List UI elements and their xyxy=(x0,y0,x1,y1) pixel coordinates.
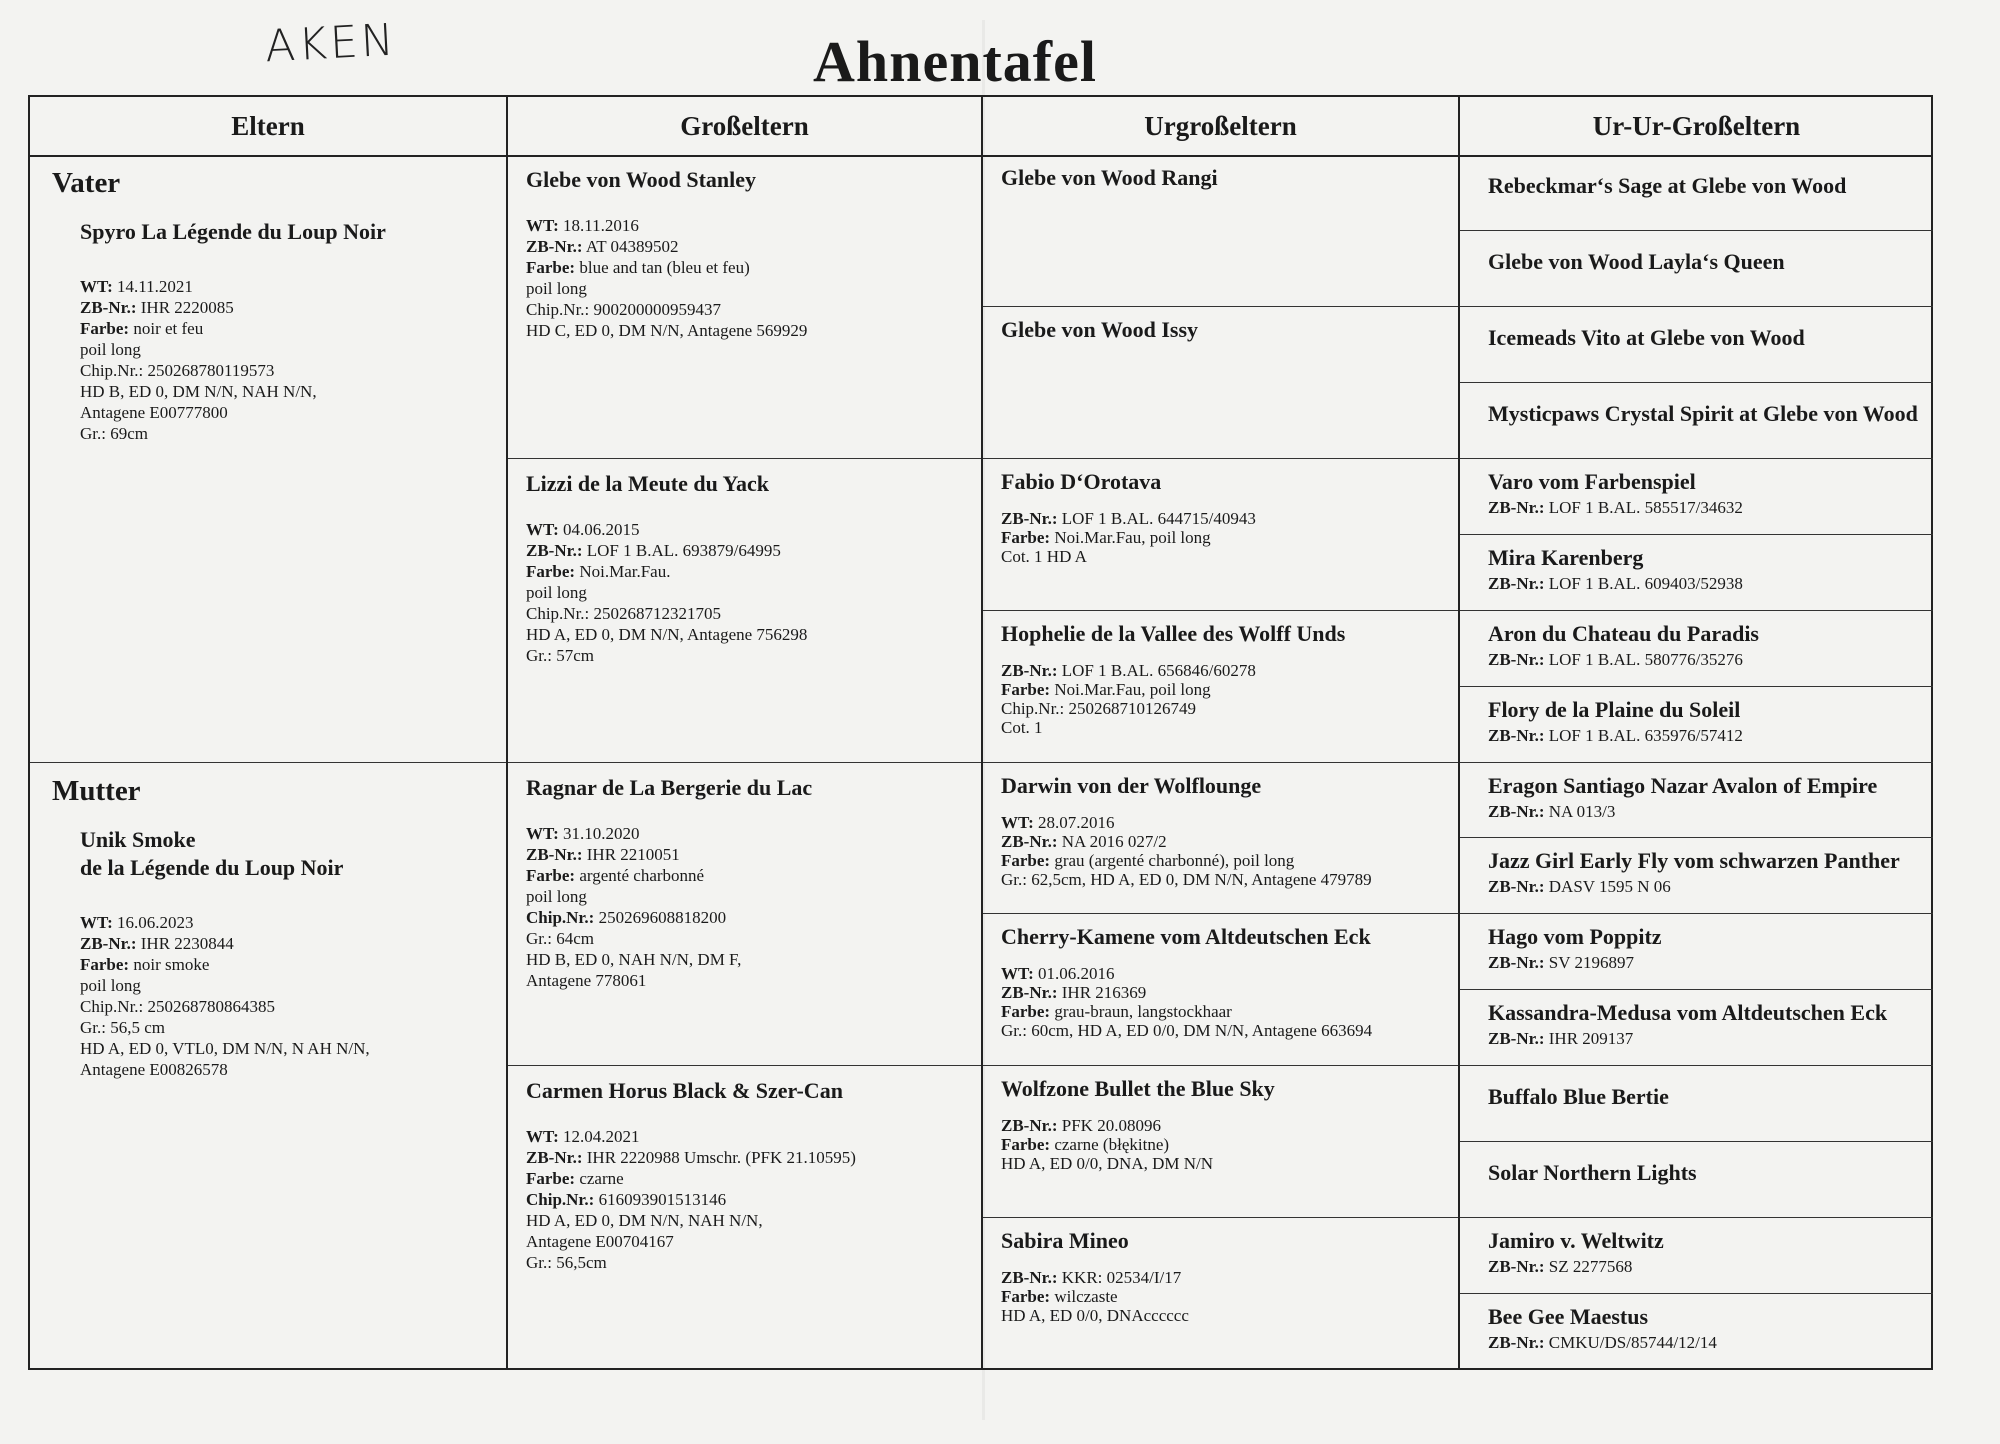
detail-line xyxy=(1001,983,1440,1002)
detail-line xyxy=(1001,964,1440,983)
detail-line xyxy=(1001,832,1440,851)
detail-value: HD A, ED 0, VTL0, DM N/N, N AH N/N, xyxy=(80,1038,370,1058)
detail-label: WT: xyxy=(526,216,559,235)
detail-line xyxy=(80,912,484,933)
detail-line xyxy=(80,1038,484,1059)
detail-line xyxy=(1488,1028,1905,1049)
dog-name: Fabio D‘Orotava xyxy=(1001,468,1162,494)
great-grandparent-cell xyxy=(983,914,1458,1066)
detail-line xyxy=(526,823,963,844)
dog-details xyxy=(526,519,963,666)
detail-label: Farbe: xyxy=(1001,1135,1051,1155)
dog-details xyxy=(1488,801,1905,822)
detail-label: ZB-Nr.: xyxy=(1488,649,1545,669)
detail-label: Farbe: xyxy=(526,1169,576,1189)
detail-value: 16.06.2023 xyxy=(112,912,194,932)
detail-value: LOF 1 B.AL. 609403/52938 xyxy=(1544,573,1743,593)
dog-name-line: de la Légende du Loup Noir xyxy=(80,854,344,880)
detail-label: Farbe: xyxy=(526,561,576,581)
detail-line xyxy=(526,1210,963,1231)
detail-line xyxy=(526,865,963,886)
detail-line xyxy=(1488,1332,1905,1353)
column-header-great-grandparents: Urgroßeltern xyxy=(983,97,1458,157)
detail-value: PFK 20.08096 xyxy=(1057,1116,1161,1136)
detail-line xyxy=(526,1168,963,1189)
great-grandparent-cell xyxy=(983,611,1458,763)
detail-line xyxy=(1001,1268,1440,1287)
detail-value: wilczaste xyxy=(1050,1287,1118,1307)
detail-line xyxy=(80,297,484,318)
great-great-grandparent-cell xyxy=(1460,1294,1933,1370)
detail-line xyxy=(80,996,484,1017)
column-header-grandparents: Großeltern xyxy=(508,97,981,157)
detail-label: ZB-Nr.: xyxy=(1488,497,1545,517)
dog-name-line: Unik Smoke xyxy=(80,826,196,852)
detail-line xyxy=(526,582,963,603)
detail-line xyxy=(1488,497,1905,518)
dog-name: Cherry-Kamene vom Altdeutschen Eck xyxy=(1001,924,1371,950)
handwritten-note: AKEN xyxy=(263,14,398,73)
great-great-grandparent-cell xyxy=(1460,307,1933,383)
detail-label: Farbe: xyxy=(1001,1002,1051,1022)
detail-value: HD A, ED 0, DM N/N, Antagene 756298 xyxy=(526,624,808,644)
detail-value: IHR 216369 xyxy=(1057,983,1147,1003)
detail-value: HD A, ED 0, DM N/N, NAH N/N, xyxy=(526,1211,763,1231)
detail-label: Farbe: xyxy=(526,865,576,885)
detail-line xyxy=(80,360,484,381)
detail-line xyxy=(526,320,963,341)
detail-line xyxy=(526,299,963,320)
detail-value: poil long xyxy=(526,279,587,298)
detail-value: IHR 2220988 Umschr. (PFK 21.10595) xyxy=(582,1148,856,1168)
detail-value: czarne (błękitne) xyxy=(1050,1135,1170,1155)
detail-line xyxy=(526,540,963,561)
dog-details xyxy=(1488,952,1905,973)
detail-label: ZB-Nr.: xyxy=(80,933,137,953)
detail-line xyxy=(1001,851,1440,870)
detail-value: LOF 1 B.AL. 656846/60278 xyxy=(1057,660,1256,680)
dog-name: Glebe von Wood Layla‘s Queen xyxy=(1488,248,1785,274)
detail-line xyxy=(526,603,963,624)
dog-name: Eragon Santiago Nazar Avalon of Empire xyxy=(1488,772,1878,798)
great-grandparent-cell xyxy=(983,763,1458,915)
detail-line xyxy=(526,907,963,928)
detail-value: Gr.: 56,5 cm xyxy=(80,1017,165,1037)
detail-value: LOF 1 B.AL. 635976/57412 xyxy=(1544,725,1743,745)
detail-value: Antagene E00826578 xyxy=(80,1059,228,1079)
dog-details xyxy=(526,215,963,341)
column-great-great-grandparents xyxy=(1460,97,1933,1368)
great-great-grandparent-cell xyxy=(1460,763,1933,839)
detail-line xyxy=(1001,547,1440,566)
dog-details xyxy=(1488,649,1905,670)
dog-name: Carmen Horus Black & Szer-Can xyxy=(526,1078,843,1104)
detail-label: ZB-Nr.: xyxy=(1488,1029,1545,1049)
detail-label: ZB-Nr.: xyxy=(1001,983,1058,1003)
dog-details xyxy=(1488,573,1905,594)
detail-line xyxy=(1001,1116,1440,1135)
detail-line xyxy=(1001,1021,1440,1040)
detail-line xyxy=(1001,680,1440,699)
detail-value: SZ 2277568 xyxy=(1544,1257,1633,1277)
detail-value: Antagene 778061 xyxy=(526,970,647,990)
detail-line xyxy=(80,339,484,360)
detail-line xyxy=(80,276,484,297)
dog-name: Solar Northern Lights xyxy=(1488,1160,1697,1186)
detail-label: ZB-Nr.: xyxy=(526,1148,583,1168)
dog-name: Varo vom Farbenspiel xyxy=(1488,468,1696,494)
detail-label: Chip.Nr.: xyxy=(526,907,595,927)
dog-name: Buffalo Blue Bertie xyxy=(1488,1084,1669,1110)
dog-details xyxy=(1488,725,1905,746)
detail-line xyxy=(1488,952,1905,973)
detail-line xyxy=(526,1126,963,1147)
detail-value: 14.11.2021 xyxy=(112,277,193,296)
dog-name: Kassandra-Medusa vom Altdeutschen Eck xyxy=(1488,1000,1888,1026)
detail-line xyxy=(526,928,963,949)
detail-value: Gr.: 57cm xyxy=(526,645,594,665)
detail-value: AT 04389502 xyxy=(582,237,679,256)
detail-label: ZB-Nr.: xyxy=(526,540,583,560)
detail-line xyxy=(1488,801,1905,822)
detail-line xyxy=(80,423,484,444)
detail-line xyxy=(526,215,963,236)
great-grandparent-cell xyxy=(983,307,1458,459)
detail-value: Noi.Mar.Fau. xyxy=(575,561,671,581)
parent-cell xyxy=(30,763,506,1371)
dog-name: Mysticpaws Crystal Spirit at Glebe von Wood xyxy=(1488,400,1918,426)
detail-label: Farbe: xyxy=(1001,527,1051,547)
detail-value: Gr.: 56,5cm xyxy=(526,1253,607,1273)
dog-name: Rebeckmar‘s Sage at Glebe von Wood xyxy=(1488,173,1847,198)
detail-label: ZB-Nr.: xyxy=(1488,1333,1545,1353)
detail-value: 12.04.2021 xyxy=(558,1127,640,1147)
detail-value: LOF 1 B.AL. 693879/64995 xyxy=(582,540,781,560)
detail-line xyxy=(1001,509,1440,528)
detail-value: grau-braun, langstockhaar xyxy=(1050,1002,1232,1022)
detail-line xyxy=(526,1189,963,1210)
detail-label: ZB-Nr.: xyxy=(1488,877,1545,897)
great-great-grandparent-cell xyxy=(1460,535,1933,611)
dog-details xyxy=(1488,876,1905,897)
detail-line xyxy=(1488,573,1905,594)
dog-name: Flory de la Plaine du Soleil xyxy=(1488,696,1741,722)
detail-value: Chip.Nr.: 250268780119573 xyxy=(80,361,275,380)
detail-label: ZB-Nr.: xyxy=(1001,1116,1058,1136)
detail-line xyxy=(526,949,963,970)
detail-line xyxy=(1488,725,1905,746)
dog-details xyxy=(526,1126,963,1273)
detail-label: Farbe: xyxy=(80,954,130,974)
great-great-grandparent-cell xyxy=(1460,687,1933,763)
dog-details xyxy=(1488,1256,1905,1277)
detail-line xyxy=(80,975,484,996)
detail-line xyxy=(1001,1002,1440,1021)
dog-name: Lizzi de la Meute du Yack xyxy=(526,470,769,496)
detail-line xyxy=(526,561,963,582)
column-parents xyxy=(30,97,508,1368)
grandparent-cell xyxy=(508,459,981,763)
detail-line xyxy=(1001,1306,1440,1325)
detail-label: ZB-Nr.: xyxy=(1488,1257,1545,1277)
detail-value: LOF 1 B.AL. 580776/35276 xyxy=(1544,649,1743,669)
detail-label: ZB-Nr.: xyxy=(1001,1268,1058,1288)
detail-label: WT: xyxy=(526,519,559,539)
detail-line xyxy=(80,381,484,402)
detail-line xyxy=(526,645,963,666)
detail-line xyxy=(526,1147,963,1168)
great-great-grandparent-cell xyxy=(1460,459,1933,535)
detail-value: Cot. 1 HD A xyxy=(1001,546,1087,566)
detail-value: NA 013/3 xyxy=(1544,801,1616,821)
detail-value: czarne xyxy=(575,1169,624,1189)
detail-label: ZB-Nr.: xyxy=(526,844,583,864)
great-grandparent-cell xyxy=(983,1218,1458,1370)
detail-value: SV 2196897 xyxy=(1544,953,1634,973)
detail-value: Gr.: 69cm xyxy=(80,424,148,443)
detail-value: poil long xyxy=(80,340,141,359)
dog-name xyxy=(80,826,484,882)
detail-line xyxy=(526,1252,963,1273)
detail-line xyxy=(526,886,963,907)
dog-name: Hago vom Poppitz xyxy=(1488,924,1662,950)
detail-value: Antagene E00777800 xyxy=(80,403,228,422)
detail-line xyxy=(526,970,963,991)
detail-line xyxy=(1488,649,1905,670)
column-header-parents: Eltern xyxy=(30,97,506,157)
detail-label: ZB-Nr.: xyxy=(526,237,583,256)
detail-value: Gr.: 62,5cm, HD A, ED 0, DM N/N, Antagene 479789 xyxy=(1001,869,1372,889)
detail-value: 31.10.2020 xyxy=(558,823,640,843)
dog-details xyxy=(80,276,484,444)
detail-value: 28.07.2016 xyxy=(1033,812,1115,832)
detail-value: Chip.Nr.: 250268712321705 xyxy=(526,603,722,623)
detail-value: NA 2016 027/2 xyxy=(1057,831,1167,851)
detail-value: poil long xyxy=(526,886,587,906)
detail-line xyxy=(1001,1287,1440,1306)
column-grandparents xyxy=(508,97,983,1368)
detail-value: 616093901513146 xyxy=(594,1190,727,1210)
column-header-great-great-grandparents: Ur-Ur-Großeltern xyxy=(1460,97,1933,157)
grandparent-cell xyxy=(508,763,981,1067)
detail-value: Chip.Nr.: 250268710126749 xyxy=(1001,698,1197,718)
detail-value: IHR 209137 xyxy=(1544,1029,1634,1049)
detail-label: Chip.Nr.: xyxy=(526,1190,595,1210)
detail-value: LOF 1 B.AL. 644715/40943 xyxy=(1057,508,1256,528)
detail-value: poil long xyxy=(80,975,141,995)
detail-value: blue and tan (bleu et feu) xyxy=(575,258,750,277)
dog-name: Jamiro v. Weltwitz xyxy=(1488,1228,1664,1254)
detail-label: Farbe: xyxy=(80,319,130,338)
detail-line xyxy=(80,1059,484,1080)
detail-label: Farbe: xyxy=(1001,1287,1051,1307)
detail-label: Farbe: xyxy=(1001,850,1051,870)
detail-value: IHR 2210051 xyxy=(582,844,680,864)
great-grandparent-cell xyxy=(983,459,1458,611)
dog-name: Wolfzone Bullet the Blue Sky xyxy=(1001,1076,1275,1102)
detail-line xyxy=(1001,1154,1440,1173)
great-grandparent-cell xyxy=(983,1066,1458,1218)
detail-line xyxy=(526,624,963,645)
dog-details xyxy=(1001,1268,1440,1325)
great-great-grandparent-cell xyxy=(1460,1066,1933,1142)
detail-line xyxy=(80,402,484,423)
detail-line xyxy=(526,236,963,257)
detail-line xyxy=(526,278,963,299)
dog-details xyxy=(80,912,484,1080)
detail-value: Chip.Nr.: 900200000959437 xyxy=(526,300,722,319)
dog-details xyxy=(1001,509,1440,566)
dog-details xyxy=(1001,661,1440,737)
detail-value: Antagene E00704167 xyxy=(526,1232,674,1252)
detail-value: 250269608818200 xyxy=(594,907,727,927)
column-great-grandparents xyxy=(983,97,1460,1368)
detail-value: IHR 2220085 xyxy=(136,298,234,317)
detail-line xyxy=(526,1231,963,1252)
detail-value: HD C, ED 0, DM N/N, Antagene 569929 xyxy=(526,321,808,340)
great-great-grandparent-cell xyxy=(1460,990,1933,1066)
dog-details xyxy=(1001,1116,1440,1173)
dog-details xyxy=(1488,497,1905,518)
dog-name xyxy=(80,218,484,246)
dog-name-line: Spyro La Légende du Loup Noir xyxy=(80,219,386,244)
detail-value: grau (argenté charbonné), poil long xyxy=(1050,850,1295,870)
detail-line xyxy=(526,519,963,540)
detail-line xyxy=(1001,870,1440,889)
detail-value: 18.11.2016 xyxy=(558,216,639,235)
detail-value: noir smoke xyxy=(129,954,210,974)
detail-line xyxy=(1488,1256,1905,1277)
grandparent-cell xyxy=(508,1066,981,1370)
great-great-grandparent-cell xyxy=(1460,914,1933,990)
detail-line xyxy=(1001,813,1440,832)
detail-label: ZB-Nr.: xyxy=(1001,660,1058,680)
detail-line xyxy=(1488,876,1905,897)
detail-label: Farbe: xyxy=(526,258,576,277)
detail-value: poil long xyxy=(526,582,587,602)
detail-value: Chip.Nr.: 250268780864385 xyxy=(80,996,276,1016)
detail-label: WT: xyxy=(80,912,113,932)
great-great-grandparent-cell xyxy=(1460,1218,1933,1294)
detail-line xyxy=(1001,528,1440,547)
detail-value: IHR 2230844 xyxy=(136,933,234,953)
detail-label: WT: xyxy=(1001,964,1034,984)
detail-label: ZB-Nr.: xyxy=(1488,953,1545,973)
great-great-grandparent-cell xyxy=(1460,838,1933,914)
detail-line xyxy=(80,1017,484,1038)
detail-label: ZB-Nr.: xyxy=(80,298,137,317)
detail-value: KKR: 02534/I/17 xyxy=(1057,1268,1182,1288)
detail-label: ZB-Nr.: xyxy=(1488,725,1545,745)
detail-label: WT: xyxy=(526,1127,559,1147)
great-great-grandparent-cell xyxy=(1460,611,1933,687)
detail-label: Farbe: xyxy=(1001,679,1051,699)
detail-value: Gr.: 64cm xyxy=(526,928,594,948)
dog-details xyxy=(1488,1028,1905,1049)
dog-name: Icemeads Vito at Glebe von Wood xyxy=(1488,324,1805,350)
dog-name: Glebe von Wood Stanley xyxy=(526,167,757,192)
detail-label: ZB-Nr.: xyxy=(1001,508,1058,528)
dog-name: Glebe von Wood Rangi xyxy=(1001,165,1218,190)
dog-details xyxy=(1001,813,1440,889)
grandparent-cell xyxy=(508,155,981,459)
detail-line xyxy=(1001,699,1440,718)
parent-role: Mutter xyxy=(52,774,141,807)
detail-value: Noi.Mar.Fau, poil long xyxy=(1050,679,1211,699)
detail-line xyxy=(526,257,963,278)
detail-value: LOF 1 B.AL. 585517/34632 xyxy=(1544,497,1743,517)
detail-line xyxy=(1001,661,1440,680)
pedigree-table xyxy=(28,95,1933,1370)
detail-label: ZB-Nr.: xyxy=(1488,573,1545,593)
detail-label: WT: xyxy=(1001,812,1034,832)
detail-value: 01.06.2016 xyxy=(1033,964,1115,984)
detail-line xyxy=(526,844,963,865)
detail-line xyxy=(80,954,484,975)
detail-line xyxy=(80,318,484,339)
dog-name: Mira Karenberg xyxy=(1488,544,1644,570)
detail-value: CMKU/DS/85744/12/14 xyxy=(1544,1333,1717,1353)
detail-line xyxy=(1001,718,1440,737)
dog-name: Jazz Girl Early Fly vom schwarzen Panther xyxy=(1488,848,1900,874)
dog-details xyxy=(1488,1332,1905,1353)
detail-value: HD A, ED 0/0, DNA, DM N/N xyxy=(1001,1154,1214,1174)
detail-value: Cot. 1 xyxy=(1001,717,1043,737)
detail-value: 04.06.2015 xyxy=(558,519,640,539)
detail-value: HD B, ED 0, NAH N/N, DM F, xyxy=(526,949,742,969)
great-great-grandparent-cell xyxy=(1460,155,1933,231)
dog-name: Ragnar de La Bergerie du Lac xyxy=(526,774,813,800)
detail-label: ZB-Nr.: xyxy=(1488,801,1545,821)
detail-value: argenté charbonné xyxy=(575,865,705,885)
dog-details xyxy=(1001,964,1440,1040)
dog-name: Aron du Chateau du Paradis xyxy=(1488,620,1759,646)
great-great-grandparent-cell xyxy=(1460,231,1933,307)
detail-label: ZB-Nr.: xyxy=(1001,831,1058,851)
detail-value: Gr.: 60cm, HD A, ED 0/0, DM N/N, Antagene 663694 xyxy=(1001,1021,1373,1041)
page-title: Ahnentafel xyxy=(813,29,1097,94)
parent-cell xyxy=(30,155,506,763)
parent-role: Vater xyxy=(52,167,121,199)
dog-name: Sabira Mineo xyxy=(1001,1228,1129,1254)
detail-value: noir et feu xyxy=(129,319,204,338)
dog-name: Darwin von der Wolflounge xyxy=(1001,772,1262,798)
detail-line xyxy=(80,933,484,954)
great-grandparent-cell xyxy=(983,155,1458,307)
detail-line xyxy=(1001,1135,1440,1154)
detail-label: WT: xyxy=(80,277,113,296)
detail-label: WT: xyxy=(526,823,559,843)
detail-value: HD A, ED 0/0, DNAcccccc xyxy=(1001,1306,1189,1326)
great-great-grandparent-cell xyxy=(1460,383,1933,459)
detail-value: Noi.Mar.Fau, poil long xyxy=(1050,527,1211,547)
dog-name: Hophelie de la Vallee des Wolff Unds xyxy=(1001,620,1346,646)
dog-name: Glebe von Wood Issy xyxy=(1001,316,1199,342)
detail-value: DASV 1595 N 06 xyxy=(1544,877,1671,897)
detail-value: HD B, ED 0, DM N/N, NAH N/N, xyxy=(80,382,317,401)
dog-details xyxy=(526,823,963,991)
dog-name: Bee Gee Maestus xyxy=(1488,1304,1649,1330)
great-great-grandparent-cell xyxy=(1460,1142,1933,1218)
